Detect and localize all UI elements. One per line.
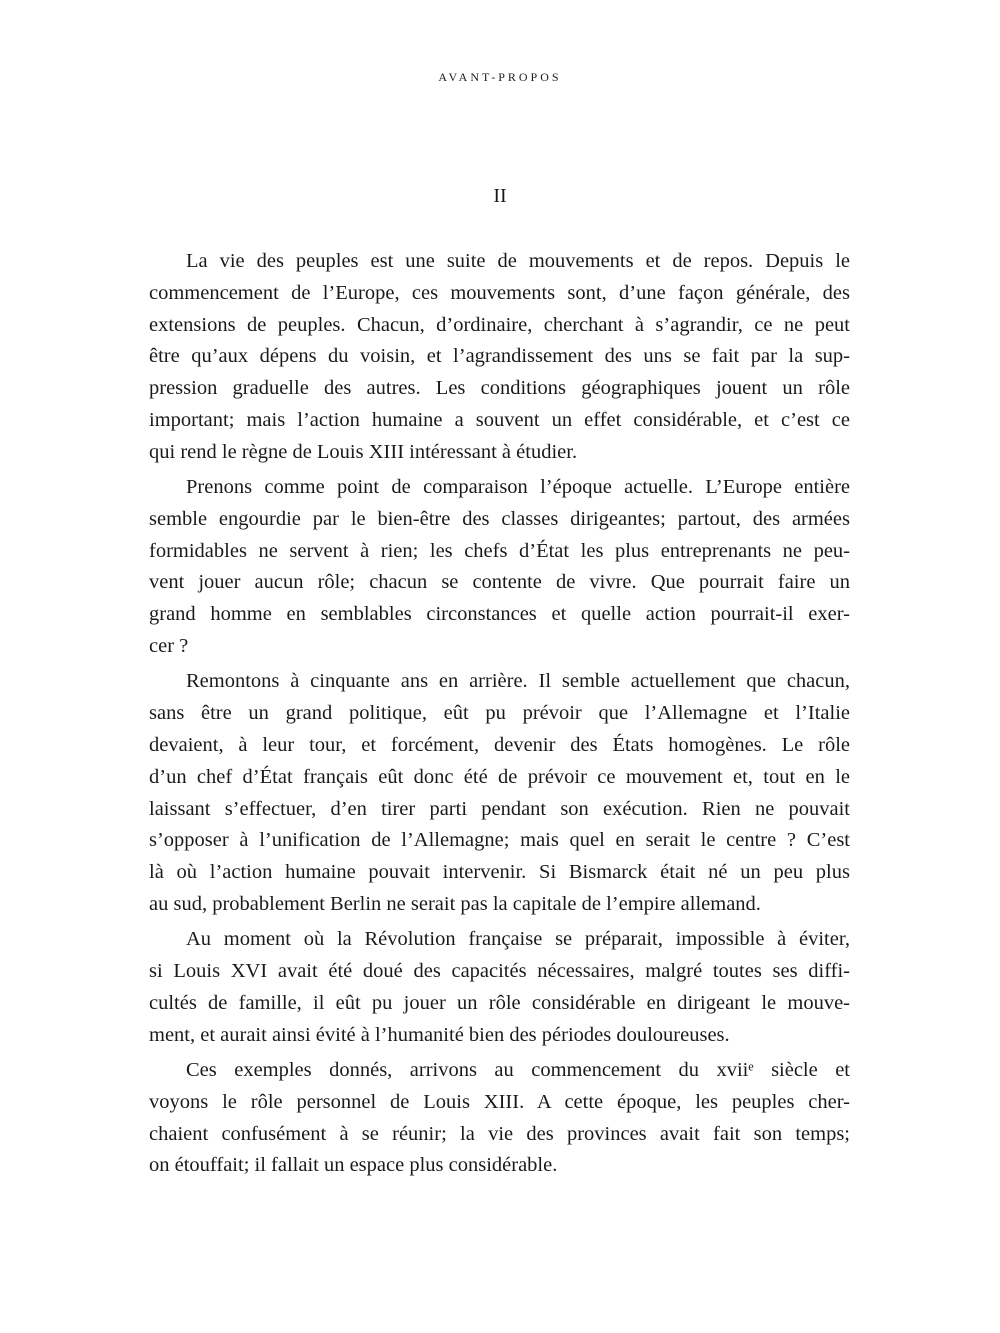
text-line: au sud, probablement Berlin ne serait pas la capitale de l’empire allemand. xyxy=(149,892,761,915)
text-line: d’un chef d’État français eût donc été de prévoir ce mouvement et, tout en le xyxy=(149,765,850,788)
paragraph xyxy=(149,246,850,469)
text-line: Prenons comme point de comparaison l’époque actuelle. L’Europe entière xyxy=(186,476,850,499)
text-line: ment, et aurait ainsi évité à l’humanité bien des périodes douloureuses. xyxy=(149,1023,730,1046)
text-line: Au moment où la Révolution française se préparait, impossible à éviter, xyxy=(186,928,850,951)
text-line: cer ? xyxy=(149,635,189,658)
text-line: formidables ne servent à rien; les chefs d’État les plus entreprenants ne peu- xyxy=(149,539,850,562)
text-line: pression graduelle des autres. Les conditions géographiques jouent un rôle xyxy=(149,377,850,400)
text-line: qui rend le règne de Louis XIII intéressant à étudier. xyxy=(149,440,578,463)
text-line: on étouffait; il fallait un espace plus considérable. xyxy=(149,1154,558,1177)
text-line: cultés de famille, il eût pu jouer un rôle considérable en dirigeant le mouve- xyxy=(149,991,850,1014)
text-line: extensions de peuples. Chacun, d’ordinaire, cherchant à s’agrandir, ce ne peut xyxy=(149,313,850,336)
text-line: grand homme en semblables circonstances et quelle action pourrait-il exer- xyxy=(149,603,850,626)
text-line: laissant s’effectuer, d’en tirer parti pendant son exécution. Rien ne pouvait xyxy=(149,797,850,820)
text-line: s’opposer à l’unification de l’Allemagne; mais quel en serait le centre ? C’est xyxy=(149,829,850,852)
text-line: devaient, à leur tour, et forcément, devenir des États homogènes. Le rôle xyxy=(149,733,850,756)
text-line: commencement de l’Europe, ces mouvements sont, d’une façon générale, des xyxy=(149,281,850,304)
text-line: semble engourdie par le bien-être des classes dirigeantes; partout, des armées xyxy=(149,507,850,530)
paragraph xyxy=(149,666,850,920)
text-line: être qu’aux dépens du voisin, et l’agrandissement des uns se fait par la sup- xyxy=(149,345,850,368)
text-line: si Louis XVI avait été doué des capacités nécessaires, malgré toutes ses diffi- xyxy=(149,960,850,983)
paragraph xyxy=(149,1055,850,1182)
text-line: important; mais l’action humaine a souvent un effet considérable, et c’est ce xyxy=(149,408,850,431)
text-line: vent jouer aucun rôle; chacun se contente de vivre. Que pourrait faire un xyxy=(149,571,850,594)
body-text xyxy=(149,246,850,1186)
text-line: Ces exemples donnés, arrivons au commencement du xviiᵉ siècle et xyxy=(186,1058,850,1081)
text-line: sans être un grand politique, eût pu prévoir que l’Allemagne et l’Italie xyxy=(149,702,850,725)
text-line: voyons le rôle personnel de Louis XIII. A cette époque, les peuples cher- xyxy=(149,1090,850,1113)
section-number: II xyxy=(493,185,507,207)
paragraph xyxy=(149,472,850,663)
text-line: chaient confusément à se réunir; la vie des provinces avait fait son temps; xyxy=(149,1122,850,1145)
running-head: AVANT-PROPOS xyxy=(438,70,562,84)
text-line: La vie des peuples est une suite de mouvements et de repos. Depuis le xyxy=(186,250,850,272)
paragraph xyxy=(149,924,850,1051)
text-line: Remontons à cinquante ans en arrière. Il semble actuellement que chacun, xyxy=(186,670,850,693)
text-line: là où l’action humaine pouvait intervenir. Si Bismarck était né un peu plus xyxy=(149,861,850,884)
